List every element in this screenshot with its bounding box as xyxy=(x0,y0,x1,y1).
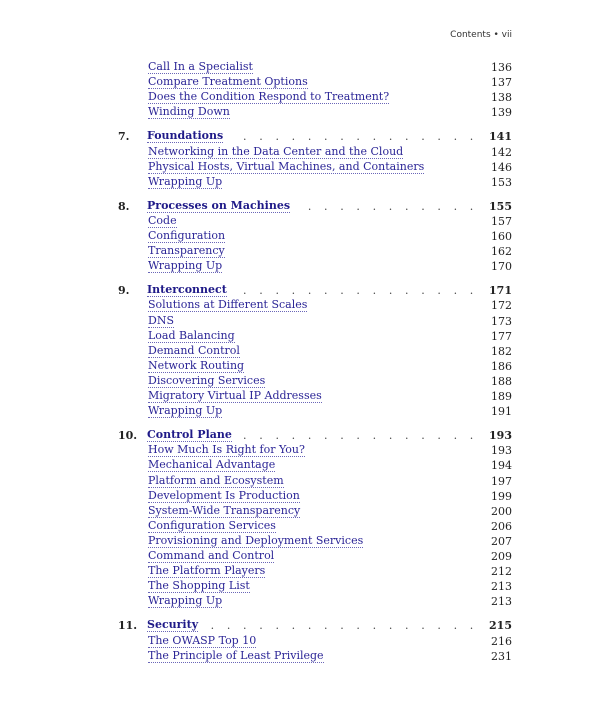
section-title-link[interactable]: Discovering Services xyxy=(148,373,266,387)
toc-section-entry[interactable] xyxy=(0,519,600,534)
toc-section-entry[interactable] xyxy=(0,160,600,175)
toc-section-entry[interactable] xyxy=(0,534,600,549)
toc-section-entry[interactable] xyxy=(0,549,600,564)
page-number: 139 xyxy=(491,106,512,120)
chapter-number: 8. xyxy=(118,199,130,213)
toc-section-entry[interactable] xyxy=(0,504,600,519)
toc-chapter-entry[interactable] xyxy=(0,428,600,443)
section-title-link[interactable]: Wrapping Up xyxy=(148,404,223,418)
page-number: 231 xyxy=(491,649,512,663)
page-number: 199 xyxy=(491,489,512,503)
section-title-link[interactable]: Configuration xyxy=(148,229,226,242)
page-number: 172 xyxy=(491,299,512,313)
page-number: 160 xyxy=(491,230,512,243)
toc-chapter-entry[interactable] xyxy=(0,199,600,214)
toc-section-entry[interactable] xyxy=(0,474,600,489)
page-number: 207 xyxy=(491,534,512,548)
page-number: 173 xyxy=(491,314,512,328)
dot-leader: ................. xyxy=(210,619,486,633)
toc-section-entry[interactable] xyxy=(0,145,600,160)
page-number: 142 xyxy=(491,145,512,159)
toc-chapter-entry[interactable] xyxy=(0,283,600,298)
section-title-link[interactable]: Call In a Specialist xyxy=(148,60,253,73)
section-title-link[interactable]: The Principle of Least Privilege xyxy=(148,648,324,662)
page-number: 157 xyxy=(491,214,512,228)
page-number: 170 xyxy=(491,260,512,274)
page-number: 213 xyxy=(491,595,512,609)
section-title-link[interactable]: Solutions at Different Scales xyxy=(148,298,308,312)
toc-section-entry[interactable] xyxy=(0,359,600,374)
toc-section-entry[interactable] xyxy=(0,75,600,90)
page-number: 136 xyxy=(491,61,512,74)
running-header: Contents • vii xyxy=(450,30,512,40)
section-title-link[interactable]: Command and Control xyxy=(148,549,275,562)
page-number: 200 xyxy=(491,504,512,518)
toc-section-entry[interactable] xyxy=(0,90,600,105)
toc-section-entry[interactable] xyxy=(0,175,600,190)
section-title-link[interactable]: Mechanical Advantage xyxy=(148,458,276,472)
toc-section-entry[interactable] xyxy=(0,314,600,329)
page-number: 193 xyxy=(491,444,512,458)
chapter-title-link[interactable]: Processes on Machines xyxy=(147,198,291,212)
section-title-link[interactable]: Migratory Virtual IP Addresses xyxy=(148,389,322,402)
page-number: 206 xyxy=(491,519,512,533)
toc-section-entry[interactable] xyxy=(0,649,600,664)
section-title-link[interactable]: Wrapping Up xyxy=(148,594,223,608)
page-number: 137 xyxy=(491,76,512,90)
section-title-link[interactable]: The OWASP Top 10 xyxy=(148,633,257,647)
toc-section-entry[interactable] xyxy=(0,564,600,579)
section-title-link[interactable]: Provisioning and Deployment Services xyxy=(148,533,364,547)
page-number: 194 xyxy=(491,459,512,473)
page-number: 189 xyxy=(491,390,512,403)
chapter-title-link[interactable]: Interconnect xyxy=(147,283,227,297)
page-number: 177 xyxy=(491,329,512,343)
chapter-number: 7. xyxy=(118,130,130,144)
chapter-number: 10. xyxy=(118,429,138,443)
section-title-link[interactable]: System-Wide Transparency xyxy=(148,503,301,517)
toc-section-entry[interactable] xyxy=(0,244,600,259)
section-title-link[interactable]: Configuration Services xyxy=(148,518,276,532)
page-number: 141 xyxy=(489,130,512,144)
page-number: 155 xyxy=(489,199,512,213)
page-number: 188 xyxy=(491,374,512,388)
page-number: 213 xyxy=(491,580,512,594)
dot-leader: ........... xyxy=(307,199,486,213)
toc-chapter-entry[interactable] xyxy=(0,618,600,633)
page-number: 171 xyxy=(489,284,512,298)
chapter-title-link[interactable]: Control Plane xyxy=(147,428,232,442)
dot-leader: ............... xyxy=(243,429,486,443)
chapter-number: 11. xyxy=(118,619,138,633)
toc-section-entry[interactable] xyxy=(0,594,600,609)
toc-section-entry[interactable] xyxy=(0,344,600,359)
page-number: 215 xyxy=(489,619,512,633)
page-number: 212 xyxy=(491,565,512,579)
section-title-link[interactable]: Demand Control xyxy=(148,343,240,357)
section-title-link[interactable]: The Shopping List xyxy=(148,579,250,593)
toc-section-entry[interactable] xyxy=(0,634,600,649)
toc-section-entry[interactable] xyxy=(0,374,600,389)
toc-section-entry[interactable] xyxy=(0,229,600,244)
chapter-title-link[interactable]: Foundations xyxy=(147,129,224,143)
section-title-link[interactable]: Wrapping Up xyxy=(148,174,223,188)
section-title-link[interactable]: Winding Down xyxy=(148,105,230,119)
section-title-link[interactable]: Networking in the Data Center and the Cloud xyxy=(148,144,404,158)
chapter-number: 9. xyxy=(118,284,130,298)
section-title-link[interactable]: Does the Condition Respond to Treatment? xyxy=(148,90,390,104)
toc-section-entry[interactable] xyxy=(0,579,600,594)
section-title-link[interactable]: Load Balancing xyxy=(148,328,235,342)
section-title-link[interactable]: Transparency xyxy=(148,244,225,258)
page-number: 216 xyxy=(491,634,512,648)
toc-section-entry[interactable] xyxy=(0,443,600,458)
toc-section-entry[interactable] xyxy=(0,259,600,274)
toc-chapter-entry[interactable] xyxy=(0,129,600,144)
page-number: 138 xyxy=(491,91,512,105)
toc-section-entry[interactable] xyxy=(0,458,600,473)
section-title-link[interactable]: Physical Hosts, Virtual Machines, and Containers xyxy=(148,159,425,173)
section-title-link[interactable]: Compare Treatment Options xyxy=(148,75,308,89)
page-number: 193 xyxy=(489,429,512,443)
page-number: 153 xyxy=(491,175,512,189)
page-number: 186 xyxy=(491,359,512,373)
toc-section-entry[interactable] xyxy=(0,489,600,504)
page-number: 162 xyxy=(491,245,512,259)
dot-leader: ............... xyxy=(243,130,486,144)
section-title-link[interactable]: Network Routing xyxy=(148,358,245,372)
dot-leader: ............... xyxy=(243,284,486,298)
toc-section-entry[interactable] xyxy=(0,329,600,344)
section-title-link[interactable]: Wrapping Up xyxy=(148,259,223,273)
page-number: 209 xyxy=(491,550,512,563)
toc-section-entry[interactable] xyxy=(0,404,600,419)
page-number: 191 xyxy=(491,405,512,419)
page-number: 182 xyxy=(491,344,512,358)
toc-section-entry[interactable] xyxy=(0,389,600,404)
toc-section-entry[interactable] xyxy=(0,214,600,229)
toc-section-entry[interactable] xyxy=(0,60,600,75)
section-title-link[interactable]: Platform and Ecosystem xyxy=(148,473,284,487)
page-number: 146 xyxy=(491,160,512,174)
section-title-link[interactable]: Development Is Production xyxy=(148,488,300,502)
toc-section-entry[interactable] xyxy=(0,105,600,120)
chapter-title-link[interactable]: Security xyxy=(147,618,199,632)
page-number: 197 xyxy=(491,474,512,488)
section-title-link[interactable]: How Much Is Right for You? xyxy=(148,443,305,457)
section-title-link[interactable]: DNS xyxy=(148,313,174,327)
section-title-link[interactable]: Code xyxy=(148,213,177,227)
toc-section-entry[interactable] xyxy=(0,298,600,313)
section-title-link[interactable]: The Platform Players xyxy=(148,564,266,578)
